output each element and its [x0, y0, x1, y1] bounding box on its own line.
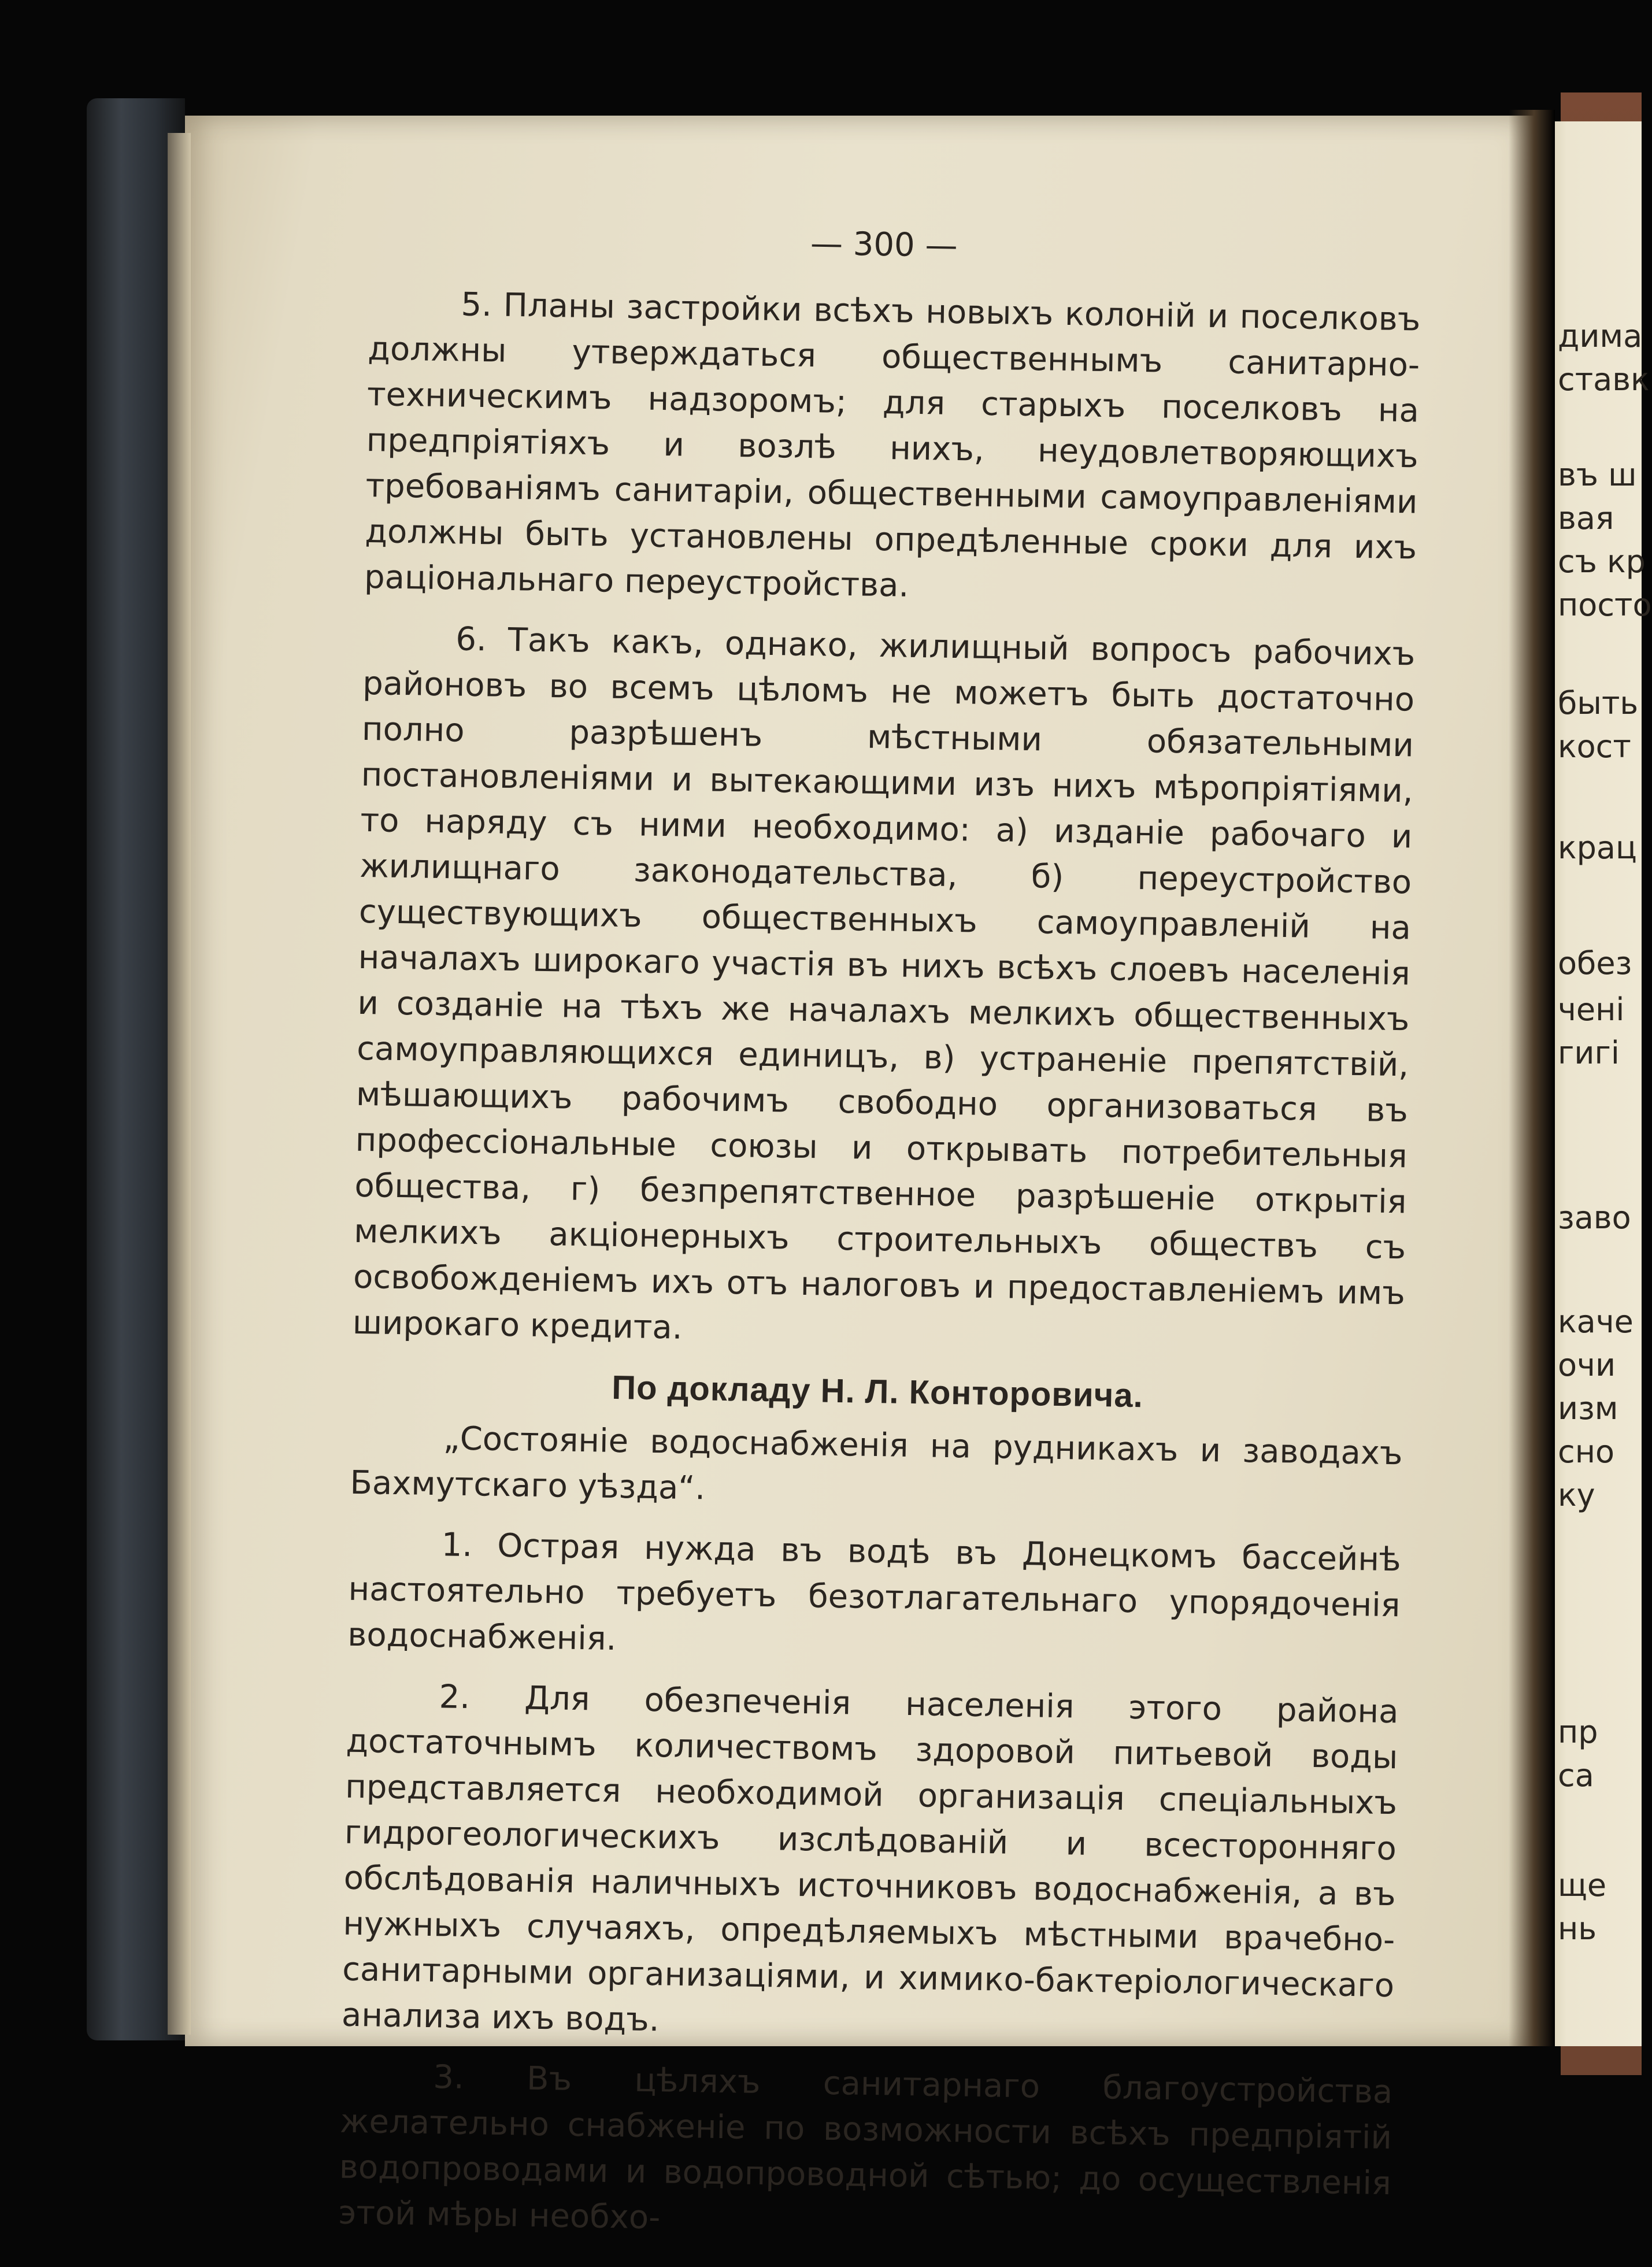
right-page-fragment: быть	[1558, 685, 1639, 721]
right-page-fragment: посто	[1558, 587, 1652, 623]
right-page-fragment: вая	[1558, 500, 1614, 536]
section-heading: По докладу Н. Л. Конторовича.	[611, 1368, 1144, 1415]
right-page-fragment: ще	[1558, 1867, 1607, 1903]
paragraph-6: 6. Такъ какъ, однако, жилищный вопросъ рабочихъ районовъ во всемъ цѣломъ не можетъ быть достаточно полно разрѣшенъ мѣстными обязательными постановленіями и вытекающими изъ нихъ мѣропріятіями, то наряду съ ними необходимо: а) изданіе рабочаго и жилищнаго законодательства, б) переустройство существующихъ общественныхъ самоуправленій на началахъ широкаго участія въ нихъ всѣхъ слоевъ населенія и созданіе на тѣхъ же началахъ мелкихъ общественныхъ самоуправляющихся единицъ, в) устраненіе препятствій, мѣшающихъ рабочимъ свободно организоваться въ профессіональные союзы и открывать потребительныя общества, г) безпрепятственное разрѣшеніе открытія мелкихъ акціонерныхъ строительныхъ обществъ съ освобожденіемъ ихъ отъ налоговъ и предоставленіемъ имъ широкаго кредита.	[352, 620, 1416, 1347]
right-page-fragment: са	[1558, 1757, 1594, 1794]
right-page-fragment: чені	[1558, 991, 1625, 1028]
paragraph-3: 3. Въ цѣляхъ санитарнаго благоустройства желательно снабженіе по возможности всѣхъ предпріятій водопроводами и водопроводной сѣтью; до осуществленія этой мѣры необхо-	[338, 2058, 1393, 2237]
right-page-fragment: кост	[1558, 728, 1631, 765]
right-page-fragment: пр	[1558, 1714, 1598, 1750]
right-page-fragment: сно	[1558, 1433, 1615, 1470]
right-page-fragment: очи	[1558, 1347, 1616, 1383]
report-title: „Состояніе водоснабженія на рудникахъ и заводахъ Бахмутскаго уѣзда“.	[350, 1420, 1403, 1507]
right-page-fragment: дима	[1558, 318, 1643, 354]
right-page-fragment: нь	[1558, 1910, 1597, 1947]
right-page-fragment: ставк	[1558, 361, 1650, 398]
right-page-fragment: заво	[1558, 1199, 1631, 1236]
right-page-fragment: каче	[1558, 1303, 1634, 1340]
right-page-fragment: изм	[1558, 1390, 1618, 1427]
right-page-fragment: гигі	[1558, 1035, 1620, 1071]
right-page-fragment: ку	[1558, 1477, 1595, 1513]
paragraph-2: 2. Для обезпеченія населенія этого района достаточнымъ количествомъ здоровой питьевой воды представляется необходимой организація спеціальныхъ гидрогеологическихъ изслѣдованій и всесторонняго обслѣдованія наличныхъ источниковъ водоснабженія, а въ нужныхъ случаяхъ, опредѣляемыхъ мѣстными врачебно-санитарными организаціями, и химико-бактеріологическаго анализа ихъ водъ.	[341, 1678, 1399, 2039]
page-number: — 300 —	[810, 224, 958, 265]
paragraph-1: 1. Острая нужда въ водѣ въ Донецкомъ бассейнѣ настоятельно требуетъ безотлагательнаго упорядоченія водоснабженія.	[347, 1526, 1402, 1658]
right-page-fragment: съ кр	[1558, 543, 1646, 580]
right-page-fragment: обез	[1558, 945, 1632, 981]
page-text	[338, 214, 1422, 2267]
right-page-fragment: крац	[1558, 829, 1637, 866]
right-page-fragment: въ ш	[1558, 457, 1637, 493]
book-gutter	[1509, 110, 1555, 2046]
page-block-edge	[168, 133, 191, 2035]
paragraph-5: 5. Планы застройки всѣхъ новыхъ колоній и поселковъ должны утверждаться общественнымъ санитарно-техническимъ надзоромъ; для старыхъ поселковъ на предпріятіяхъ и возлѣ нихъ, неудовлетворяющихъ требованіямъ санитаріи, общественными самоуправленіями должны быть установлены опредѣленные сроки для ихъ раціональнаго переустройства.	[364, 286, 1421, 605]
